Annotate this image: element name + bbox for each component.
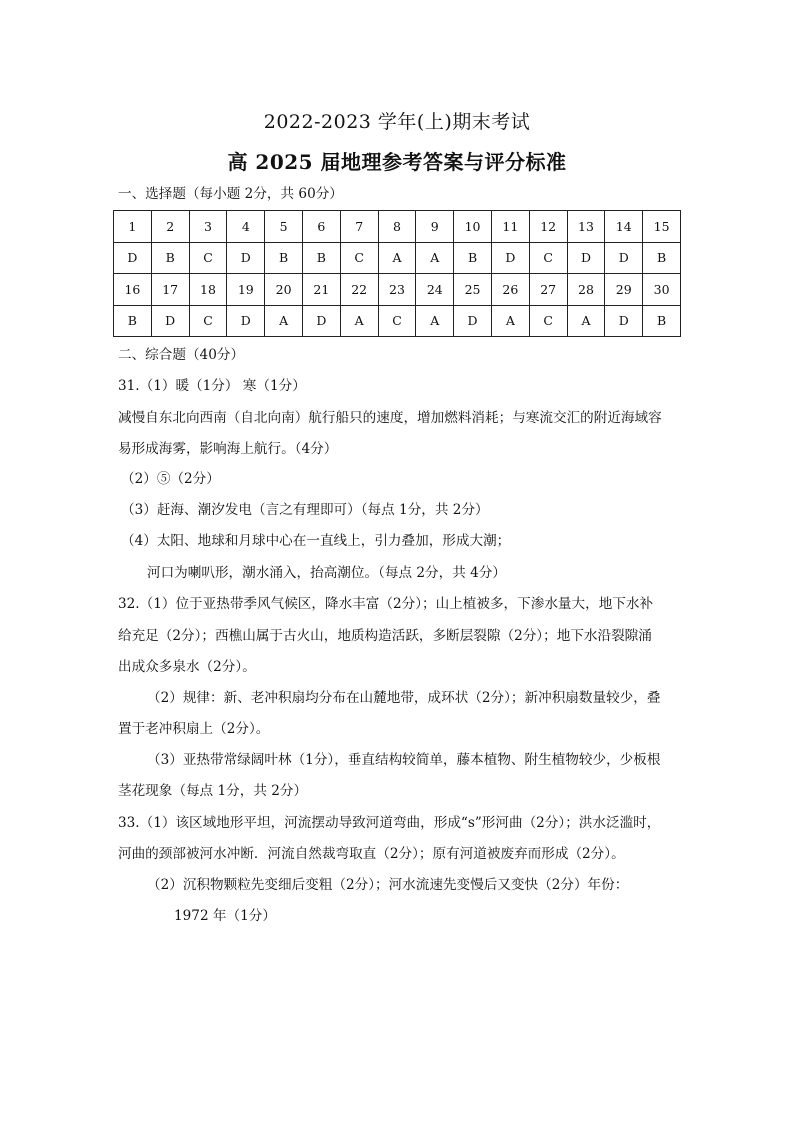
question-number-cell: 2 xyxy=(151,211,189,243)
question-number-cell: 25 xyxy=(454,274,492,306)
answer-cell: D xyxy=(605,305,643,337)
question-number-cell: 3 xyxy=(189,211,227,243)
q32-1-line2: 给充足（2分）；西樵山属于古火山，地质构造活跃，多断层裂隙（2分）；地下水沿裂隙涌 xyxy=(118,628,652,644)
answer-cell: C xyxy=(529,242,567,274)
q31-4-answer-line1: （4）太阳、地球和月球中心在一直线上，引力叠加，形成大潮； xyxy=(121,533,511,549)
answer-cell: A xyxy=(416,305,454,337)
answer-cell: C xyxy=(340,242,378,274)
question-number-cell: 22 xyxy=(340,274,378,306)
answer-table xyxy=(113,210,681,337)
q32-2-line2: 置于老冲积扇上（2分）。 xyxy=(118,721,270,737)
answer-cell: D xyxy=(114,242,152,274)
question-number-cell: 11 xyxy=(491,211,529,243)
question-number-cell: 15 xyxy=(643,211,681,243)
section2-heading: 二、综合题（40分） xyxy=(118,347,245,363)
answer-cell: B xyxy=(643,242,681,274)
question-number-cell: 19 xyxy=(227,274,265,306)
q31-1-explanation-line2: 易形成海雾，影响海上航行。（4分） xyxy=(118,441,338,457)
question-number-cell: 20 xyxy=(265,274,303,306)
question-number-cell: 8 xyxy=(378,211,416,243)
answer-cell: C xyxy=(189,305,227,337)
question-number-cell: 10 xyxy=(454,211,492,243)
question-number-cell: 1 xyxy=(114,211,152,243)
q32-2-line1: （2）规律：新、老冲积扇均分布在山麓地带，成环状（2分）；新冲积扇数量较少，叠 xyxy=(147,690,661,706)
question-number-cell: 9 xyxy=(416,211,454,243)
q31-3-answer: （3）赶海、潮汐发电（言之有理即可）（每点 1分，共 2分） xyxy=(121,502,489,518)
q32-3-line1: （3）亚热带常绿阔叶林（1分），垂直结构较简单，藤本植物、附生植物较少，少板根 xyxy=(147,752,661,768)
answer-cell: D xyxy=(567,242,605,274)
answer-cell: B xyxy=(302,242,340,274)
question-number-cell: 17 xyxy=(151,274,189,306)
question-number-cell: 24 xyxy=(416,274,454,306)
question-number-cell: 16 xyxy=(114,274,152,306)
answer-key-title: 高 2025 届地理参考答案与评分标准 xyxy=(227,150,567,174)
q31-1-answer: 31.（1）暖（1分） 寒（1分） xyxy=(118,378,306,394)
answer-cell: A xyxy=(567,305,605,337)
answer-cell: D xyxy=(491,242,529,274)
question-number-cell: 18 xyxy=(189,274,227,306)
question-number-cell: 7 xyxy=(340,211,378,243)
answer-cell: B xyxy=(643,305,681,337)
q32-3-line2: 茎花现象（每点 1分，共 2分） xyxy=(118,783,308,799)
question-number-cell: 28 xyxy=(567,274,605,306)
q33-1-line2: 河曲的颈部被河水冲断．河流自然裁弯取直（2分）；原有河道被废弃而形成（2分）。 xyxy=(118,846,625,862)
question-number-cell: 12 xyxy=(529,211,567,243)
answer-cell: D xyxy=(227,305,265,337)
answer-cell: A xyxy=(340,305,378,337)
answer-cell: D xyxy=(302,305,340,337)
answer-cell: D xyxy=(227,242,265,274)
question-number-cell: 4 xyxy=(227,211,265,243)
answer-cell: B xyxy=(454,242,492,274)
answer-cell: D xyxy=(605,242,643,274)
question-number-cell: 27 xyxy=(529,274,567,306)
answer-cell: D xyxy=(454,305,492,337)
question-number-cell: 13 xyxy=(567,211,605,243)
question-number-cell: 23 xyxy=(378,274,416,306)
q33-2-line1: （2）沉积物颗粒先变细后变粗（2分）；河水流速先变慢后又变快（2分）年份： xyxy=(147,877,629,893)
exam-title: 2022-2023 学年(上)期末考试 xyxy=(263,111,531,133)
q32-1-line1: 32.（1）位于亚热带季风气候区，降水丰富（2分）；山上植被多，下渗水量大，地下水补 xyxy=(118,596,654,612)
answer-cell: A xyxy=(265,305,303,337)
answer-cell: C xyxy=(189,242,227,274)
question-number-cell: 29 xyxy=(605,274,643,306)
table-row xyxy=(114,274,681,306)
q33-2-line2: 1972 年（1分） xyxy=(174,908,276,924)
answer-cell: C xyxy=(529,305,567,337)
question-number-cell: 6 xyxy=(302,211,340,243)
answer-cell: B xyxy=(151,242,189,274)
q32-1-line3: 出成众多泉水（2分）。 xyxy=(118,659,256,675)
answer-cell: A xyxy=(416,242,454,274)
question-number-cell: 30 xyxy=(643,274,681,306)
table-row xyxy=(114,211,681,243)
q31-4-answer-line2: 河口为喇叭形，潮水涌入，抬高潮位。（每点 2分，共 4分） xyxy=(147,565,506,581)
q33-1-line1: 33.（1）该区域地形平坦，河流摆动导致河道弯曲，形成“s”形河曲（2分）；洪水泛滥时， xyxy=(118,815,661,831)
section1-heading: 一、选择题（每小题 2分，共 60分） xyxy=(118,186,343,202)
answer-cell: B xyxy=(265,242,303,274)
answer-cell: C xyxy=(378,305,416,337)
answer-cell: A xyxy=(491,305,529,337)
answer-cell: A xyxy=(378,242,416,274)
answer-cell: B xyxy=(114,305,152,337)
q31-1-explanation-line1: 减慢自东北向西南（自北向南）航行船只的速度，增加燃料消耗；与寒流交汇的附近海域容 xyxy=(118,410,662,426)
table-row xyxy=(114,242,681,274)
question-number-cell: 26 xyxy=(491,274,529,306)
question-number-cell: 14 xyxy=(605,211,643,243)
question-number-cell: 21 xyxy=(302,274,340,306)
answer-cell: D xyxy=(151,305,189,337)
question-number-cell: 5 xyxy=(265,211,303,243)
q31-2-answer: （2）⑤（2分） xyxy=(121,471,220,487)
table-row xyxy=(114,305,681,337)
